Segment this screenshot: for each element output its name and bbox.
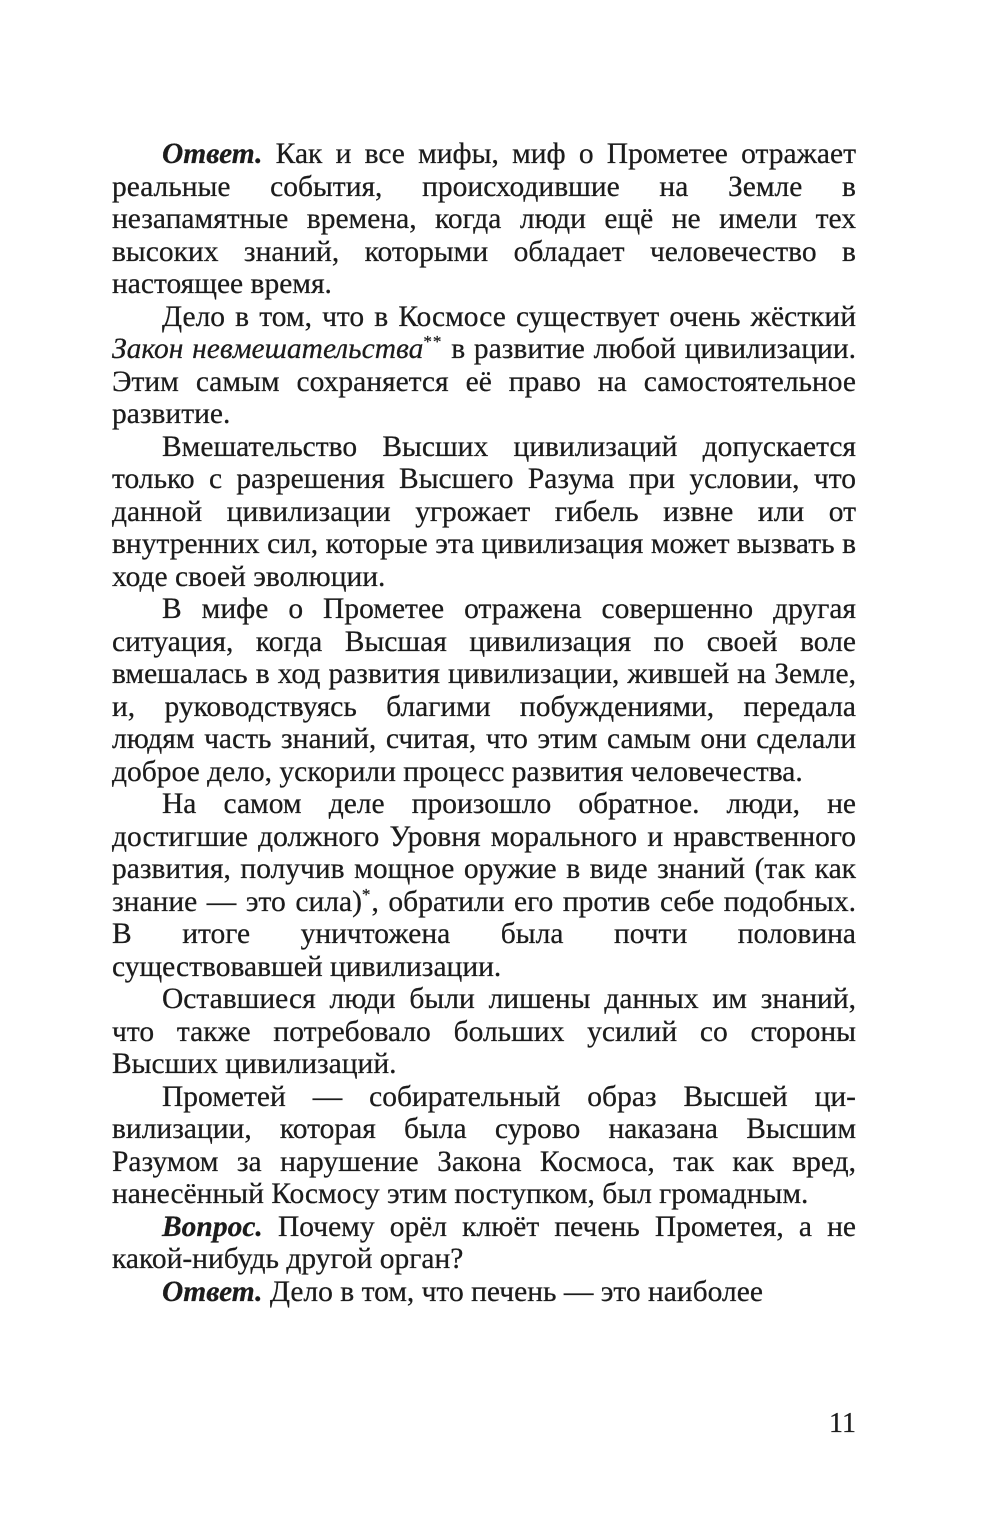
- paragraph: [112, 1276, 856, 1309]
- text-segment: Вопрос.: [162, 1210, 263, 1243]
- text-segment: Как и все мифы, миф о Прометее отражает реальные события, происходившие на Земле в незапамятные времена, когда люди ещё не имели тех высоких знаний, которыми обладает человечество в настоящее время.: [112, 138, 856, 300]
- text-segment: в развитие любой цивилизации. Этим самым сохраняется её право на самостоятельное развитие.: [112, 333, 856, 430]
- text-segment: Вмешательство Высших цивилизаций допускается только с разрешения Высшего Разума при условии, что данной цивилизации угрожает гибель извне или от внутренних сил, которые эта цивилизация может вызвать в ходе своей эволюции.: [112, 430, 856, 593]
- text-segment: Прометей — собирательный образ Высшей цивилизации, которая была сурово наказана Высшим Разумом за нарушение Закона Космоса, так как вред, нанесённый Космосу этим поступком, был громадным.: [112, 1080, 856, 1210]
- paragraph: [112, 788, 856, 983]
- text-segment: Ответ.: [162, 138, 263, 170]
- text-segment: Оставшиеся люди были лишены данных им знаний, что также потребовало больших усилий со стороны Высших цивилизаций.: [112, 983, 856, 1080]
- paragraph: [112, 138, 856, 301]
- paragraph: [112, 301, 856, 431]
- paragraph: [112, 1211, 856, 1276]
- footnote-marker: **: [423, 332, 443, 352]
- text-segment: , обратили его против себе подобных. В итоге уничтожена была почти половина существовавшей цивилизации.: [112, 885, 856, 983]
- paragraph: [112, 983, 856, 1081]
- text-segment: В мифе о Прометее отражена совершенно другая ситуация, когда Высшая цивилизация по своей воле вмешалась в ход развития цивилизации, жившей на Земле, и, руководствуясь благими побуждениями, передала людям часть знаний, считая, что этим самым они сделали доброе дело, ускорили процесс развития человечества.: [112, 593, 856, 788]
- text-block: [112, 138, 856, 1308]
- text-segment: Закон невмешательства: [112, 333, 424, 365]
- paragraph: [112, 1081, 856, 1211]
- footnote-marker: *: [361, 884, 372, 904]
- paragraph: [112, 593, 856, 788]
- text-segment: Дело в том, что в Космосе существует очень жёсткий: [162, 300, 856, 333]
- text-segment: Почему орёл клюёт печень Прометея, а не какой-нибудь другой орган?: [112, 1210, 856, 1275]
- text-segment: Дело в том, что печень — это наиболее: [262, 1275, 763, 1308]
- text-segment: На самом деле произошло обратное. люди, не достигшие должного Уровня морального и нравственного развития, получив мощное оружие в виде знаний (так как знание — это сила): [112, 788, 856, 918]
- paragraph: [112, 431, 856, 594]
- text-segment: Ответ.: [162, 1275, 263, 1308]
- page-number: 11: [829, 1408, 856, 1439]
